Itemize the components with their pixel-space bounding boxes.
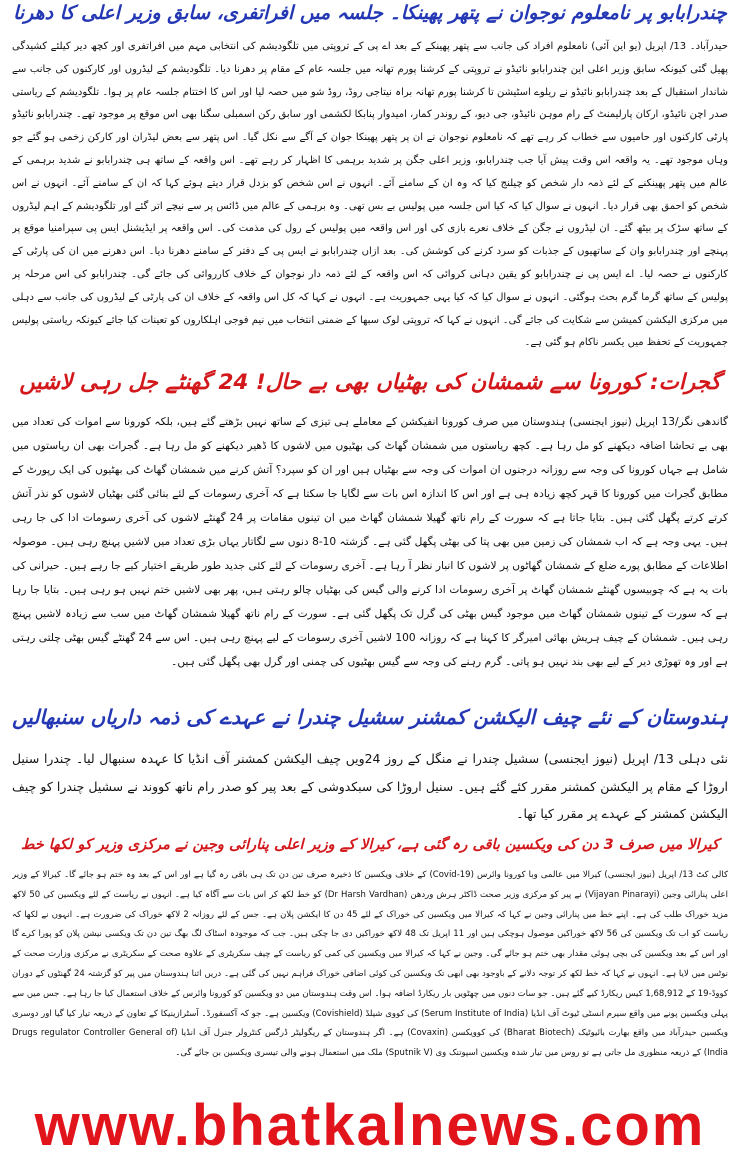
body-kerala-vaccine: کالی کٹ 13/ اپریل (نیوز ایجنسی) کیرالا میں عالمی وبا کورونا وائرس (Covid-19) کے خلاف ویکسین کا ذخیرہ صرف تین دن تک ہی باقی رہ گیا ہے اور اس کے بعد وہ ختم ہو جائے گا۔ کیرالا کے وزیر اعلی پنارائی وجین (Vijayan Pinarayi) نے پیر کو مرکزی وزیر صحت ڈاکٹر ہرش وردھن (Dr Harsh Vardhan) کو خط لکھ کر اس بات سے آگاہ کیا ہے۔ انہوں نے ریاست کے لئے ویکسین کی 50 لاکھ مزید خوراک طلب کی ہے۔ اپنے خط میں پنارائی وجین نے کہا کہ کیرالا میں ویکسین کی خوراک کے لئے 45 دن کا ایکشن پلان ہے۔ جس کے لئے روزانہ 2 لاکھ خوراک کی ضرورت ہے۔ انہوں نے لکھا کہ ریاست کو اب تک ویکسین کی 56 لاکھ خوراکیں موصول ہوچکی ہیں اور 11 اپریل تک 48 لاکھ خوراکیں دی جا چکی ہیں۔ جب کہ موجودہ اسٹاک لگ بھگ تین دن تک ویکسی نیشن پلان کو پورا کرے گا اور اس کے بعد ویکسین کی بچی ہوئی مقدار بھی ختم ہو جائے گی۔ وجین نے کہا کہ کیرالا میں ویکسین کی کمی کو ریاست کے چیف سکریٹری کے علاوہ صحت کے سکریٹری نے مرکزی وزارت صحت کے نوٹس میں لایا ہے۔ انہوں نے کہا کہ خط لکھ کر توجہ دلانے کے باوجود بھی ابھی تک ویکسین کی کوئی اضافی خوراک فراہم نہیں کی گئی ہے۔ دریں اثنا ہندوستان میں پیر کو گزشتہ 24 گھنٹوں کے دوران کووڈ-19 کے 1,68,912 کیس ریکارڈ کیے گئے ہیں۔ جو سات دنوں میں چھٹویں بار ریکارڈ اضافہ ہوا۔ اس وقت ہندوستان میں دو ویکسین کو کورونا وائرس کے خلاف استعمال کیا جا رہا ہے۔ جس میں سے پہلی ویکسین پونے میں واقع سیرم انسٹی ٹیوٹ آف انڈیا (Serum Institute of India) کی کووی شیلڈ (Covishield) ویکسین ہے۔ جو کہ آکسفورڈ۔ آسٹرازینیکا کے تعاون کے ذریعہ تیار کیا گیا اور دوسری ویکسین حیدرآباد میں واقع بھارت بائیوٹیک (Bharat Biotech) کی کوویکسن (Covaxin) ہے۔ اگر ہندوستان کے ریگولیٹر ڈرگس کنٹرولر جنرل آف انڈیا (Drugs regulator Controller General of India) کے ذریعہ منظوری مل جاتی ہے تو روس میں تیار شدہ ویکسین اسپوتنک وی (Sputnik V) ملک میں استعمال ہونے والی تیسری ویکسین بن جائے گی۔ (12, 870, 728, 1059)
headline-chandrababu: چندرابابو پر نامعلوم نوجوان نے پتھر پھینکا۔ جلسہ میں افراتفری، سابق وزیر اعلی کا دھرنا (13, 2, 727, 24)
article-kerala-vaccine (12, 836, 728, 1088)
headline-gujarat-crematorium: گجرات: کورونا سے شمشان کی بھٹیاں بھی بے حال! 24 گھنٹے جل رہی لاشیں (19, 370, 721, 395)
article-chandrababu (12, 2, 728, 354)
body-gujarat-crematorium: گاندھی نگر/13 اپریل (نیوز ایجنسی) ہندوستان میں صرف کورونا انفیکشن کے معاملے ہی تیزی کے ساتھ نہیں بڑھتے گئے ہیں، بلکہ کورونا سے اموات کی تعداد میں بھی بے تحاشا اضافہ دیکھنے کو مل رہا ہے۔ کچھ ریاستوں میں شمشان گھاٹ کی بھٹیوں میں لاشوں کا ڈھیر دیکھنے کو مل رہا ہے۔ گجرات بھی ان ریاستوں میں شامل ہے جہاں کورونا کی وجہ سے روزانہ درجنوں ان اموات کی وجہ سے بھٹیاں ہیں اور ان کو سپرد؟ آتش کرنے میں شمشان گھاٹ کی بھٹیوں کی ایک رپورٹ کے مطابق گجرات میں کورونا کا قہر کچھ زیادہ ہی ہے اور اس کا اندازہ اس بات سے لگایا جا سکتا ہے کہ آخری رسومات کے لئے بنائی گئی بھٹیاں لاشوں کو نذر آتش کرتے کرتے پگھل گئی ہیں۔ بتایا جاتا ہے کہ سورت کے رام ناتھ گھیلا شمشان گھاٹ میں ان تینوں مقامات پر 24 گھنٹے لاشوں کی آخری رسومات ادا کی جا رہی ہیں۔ یہی وجہ ہے کہ اب شمشان کی زمین میں بھی پتا کی بھٹی پگھل گئی ہے۔ گزشتہ 10-8 دنوں سے لگاتار یہاں بڑی تعداد میں لاشیں پہنچ رہی ہیں۔ موصولہ اطلاعات کے مطابق پورے ضلع کے شمشان گھاٹوں پر لاشوں کا انبار نظر آ رہا ہے۔ آخری رسومات کے لئے کئی جدید طور طریقے اختیار کیے جا رہے ہیں۔ حیرانی کی بات یہ ہے کہ چوبیسوں گھنٹے شمشان گھاٹ پر آخری رسومات ادا کرنے والی گیس کی بھٹیاں چالو رہتی ہیں، پھر بھی لاشیں ختم نہیں ہو رہی ہیں۔ بتایا جا رہا ہے کہ سورت کے تینوں شمشان گھاٹ میں موجود گیس بھٹی کی گرل تک پگھل گئی ہے۔ سورت کے رام ناتھ گھیلا شمشان گھاٹ میں سب سے زیادہ لاشیں پہنچ رہی ہیں۔ شمشان کے چیف ہریش بھائی امیرگر کا کہنا ہے کہ روزانہ 100 لاشیں آخری رسومات کے لیے پہنچ رہی ہیں۔ اس سے 24 گھنٹے گیس بھٹی چلتی رہتی ہے اور وہ تھوڑی دیر کے لیے بھی بند نہیں ہو پاتی۔ گرم رہنے کی وجہ سے گیس بھٹیوں کی چمنی اور گرل بھی پگھل گئی ہیں۔ (12, 416, 728, 668)
article-election-commissioner (12, 705, 728, 829)
article-gujarat-crematorium (12, 370, 728, 700)
headline-kerala-vaccine: کیرالا میں صرف 3 دن کی ویکسین باقی رہ گئی ہے، کیرالا کے وزیر اعلی پنارائی وجین نے مرکزی وزیر کو لکھا خط (21, 837, 719, 853)
headline-election-commissioner: ہندوستان کے نئے چیف الیکشن کمشنر سشیل چندرا نے عہدے کی ذمہ داریاں سنبھالیں (12, 705, 728, 729)
website-footer: www.bhatkalnews.com (34, 1093, 706, 1158)
body-election-commissioner: نئی دہلی 13/ اپریل (نیوز ایجنسی) سشیل چندرا نے منگل کے روز 24ویں چیف الیکشن کمشنر آف انڈیا کا عہدہ سنبھال لیا۔ چندرا سنیل اروڑا کے مقام پر الیکشن کمشنر مقرر کئے گئے ہیں۔ سنیل اروڑا کی سبکدوشی کے بعد پیر کو صدر رام ناتھ کووند نے سشیل چندرا کو چیف الیکشن کمشنر کے عہدے پر مقرر کیا تھا۔ (12, 751, 728, 822)
body-chandrababu: حیدرآباد۔ 13/ اپریل (یو این آئی) نامعلوم افراد کی جانب سے پتھر پھینکے کے بعد اے پی کے تروپتی میں تلگودیشم کی انتخابی مہم میں افراتفری اور کچھ دیر کیلئے کشیدگی پھیل گئی کیونکہ سابق وزیر اعلی این چندرابابو نائیڈو نے تروپتی کے کرشنا پورم تھانہ میں جلسہ عام کے مقام پر دھرنا دیا۔ تلگودیشم کے لیڈروں اور کارکنوں کی جانب سے شاندار استقبال کے بعد چندرابابو نائیڈو نے ریلوے اسٹیشن تا کرشنا پورم تھانہ براہ نیتاجی روڈ، روڈ شو میں حصہ لیا اور اس کا اختتام جلسہ عام پر ہوا۔ تلگودیشم کے ریاستی صدر اچن نائیڈو، ارکان پارلیمنٹ کے رام موہن نائیڈو، جی دیو، کے روندر کمار، امیدوار پنابکا لکشمی اور سابق رکن اسمبلی سگنا بھی اس موقع پر موجود تھے۔ چندرابابو نائیڈو پارٹی کارکنوں اور حامیوں سے خطاب کر رہے تھے کہ نامعلوم نوجوان نے ان پر پتھر پھینکا جوان کے آگے سے نکل گیا۔ اس پتھر سے بعض لیڈران اور کارکن زخمی ہو گئے جو وہاں موجود تھے۔ یہ واقعہ اس وقت پیش آیا جب چندرابابو، وزیر اعلی جگن پر شدید برہمی کا اظہار کر رہے تھے۔ اس واقعہ کے ساتھ ہی چندرابابو نے شدید برہمی کے عالم میں پتھر پھینکنے کے لئے ذمہ دار شخص کو چیلنج کیا کہ وہ ان کے سامنے آئے۔ انہوں نے اس شخص کو بزدل قرار دیتے ہوئے کہا کہ ان کے سامنے آئے۔ انہوں نے اس شخص کو احمق بھی قرار دیا۔ انہوں نے سوال کیا کہ کیا اس جلسہ میں پولیس بے بس تھی۔ وہ برہمی کے عالم میں ڈائس پر سے نیچے اتر گئے اور تلگودیشم کے اہم لیڈروں کے ساتھ سڑک پر بیٹھ گئے۔ ان لیڈروں نے جگن کے خلاف نعرے بازی کی اور اس واقعہ میں پولیس کے رول کی مذمت کی۔ اس واقعہ پر ایڈیشنل ایس پی سپرامنیا موقع پر پہنچے اور چندرابابو وان کے ساتھیوں کے جذبات کو سرد کرنے کی کوشش کی۔ بعد ازاں چندرابابو نے ایس پی کے دفتر کے سامنے دھرنا دیا۔ اس دھرنے میں ان کی پارٹی کے کارکنوں نے حصہ لیا۔ اے ایس پی نے چندرابابو کو یقین دہانی کروائی کہ اس واقعہ کے لئے ذمہ دار نوجوان کے خلاف کارروائی کی جائے گی۔ چندرابابو کی اس مرحلہ پر پولیس کے ساتھ گرما گرم بحث ہوگئی۔ انہوں نے سوال کیا کہ کیا یہی جمہوریت ہے۔ انہوں نے کہا کہ کل اس واقعہ کے خلاف ان کی پارٹی کے لیڈروں کی جانب سے دہلی میں مرکزی الیکشن کمیشن سے شکایت کی جائے گی۔ انہوں نے کہا کہ تروپتی لوک سبھا کے ضمنی انتخاب میں نیم فوجی اہلکاروں کو تعینات کیا جائے کیونکہ ریاستی پولیس جمہوریت کے تحفظ میں یکسر ناکام ہو گئی ہے۔ (12, 41, 728, 349)
